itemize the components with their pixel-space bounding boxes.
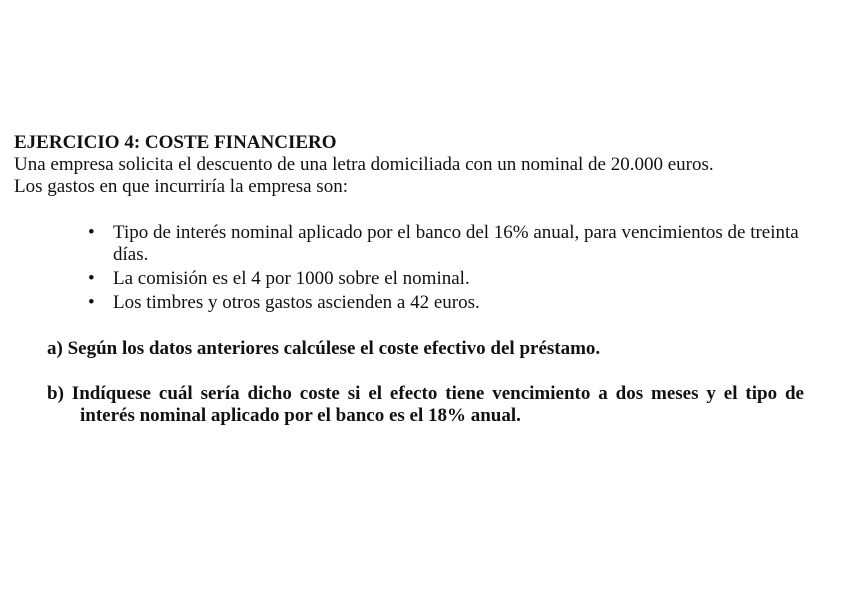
exercise-title: EJERCICIO 4: COSTE FINANCIERO — [14, 132, 337, 153]
expense-list — [14, 222, 804, 314]
list-item-text: Tipo de interés nominal aplicado por el banco del 16% anual, para vencimientos de treinta días. — [113, 222, 799, 265]
bullet-icon: • — [88, 222, 95, 243]
bullet-icon: • — [88, 268, 95, 289]
question-a: a) Según los datos anteriores calcúlese el coste efectivo del préstamo. — [47, 338, 601, 359]
bullet-icon: • — [88, 292, 95, 313]
intro-line-1: Una empresa solicita el descuento de una letra domiciliada con un nominal de 20.000 euros. — [14, 154, 714, 175]
intro-line-2: Los gastos en que incurriría la empresa son: — [14, 176, 348, 197]
exercise-document — [14, 132, 804, 427]
list-item — [88, 292, 804, 314]
list-item-text: La comisión es el 4 por 1000 sobre el nominal. — [113, 268, 470, 289]
list-item — [88, 222, 804, 266]
list-item-text: Los timbres y otros gastos ascienden a 42 euros. — [113, 292, 480, 313]
list-item — [88, 268, 804, 290]
question-b: b) Indíquese cuál sería dicho coste si el efecto tiene vencimiento a dos meses y el tipo de interés nominal aplicado por el banco es el 18% anual. — [47, 383, 804, 426]
